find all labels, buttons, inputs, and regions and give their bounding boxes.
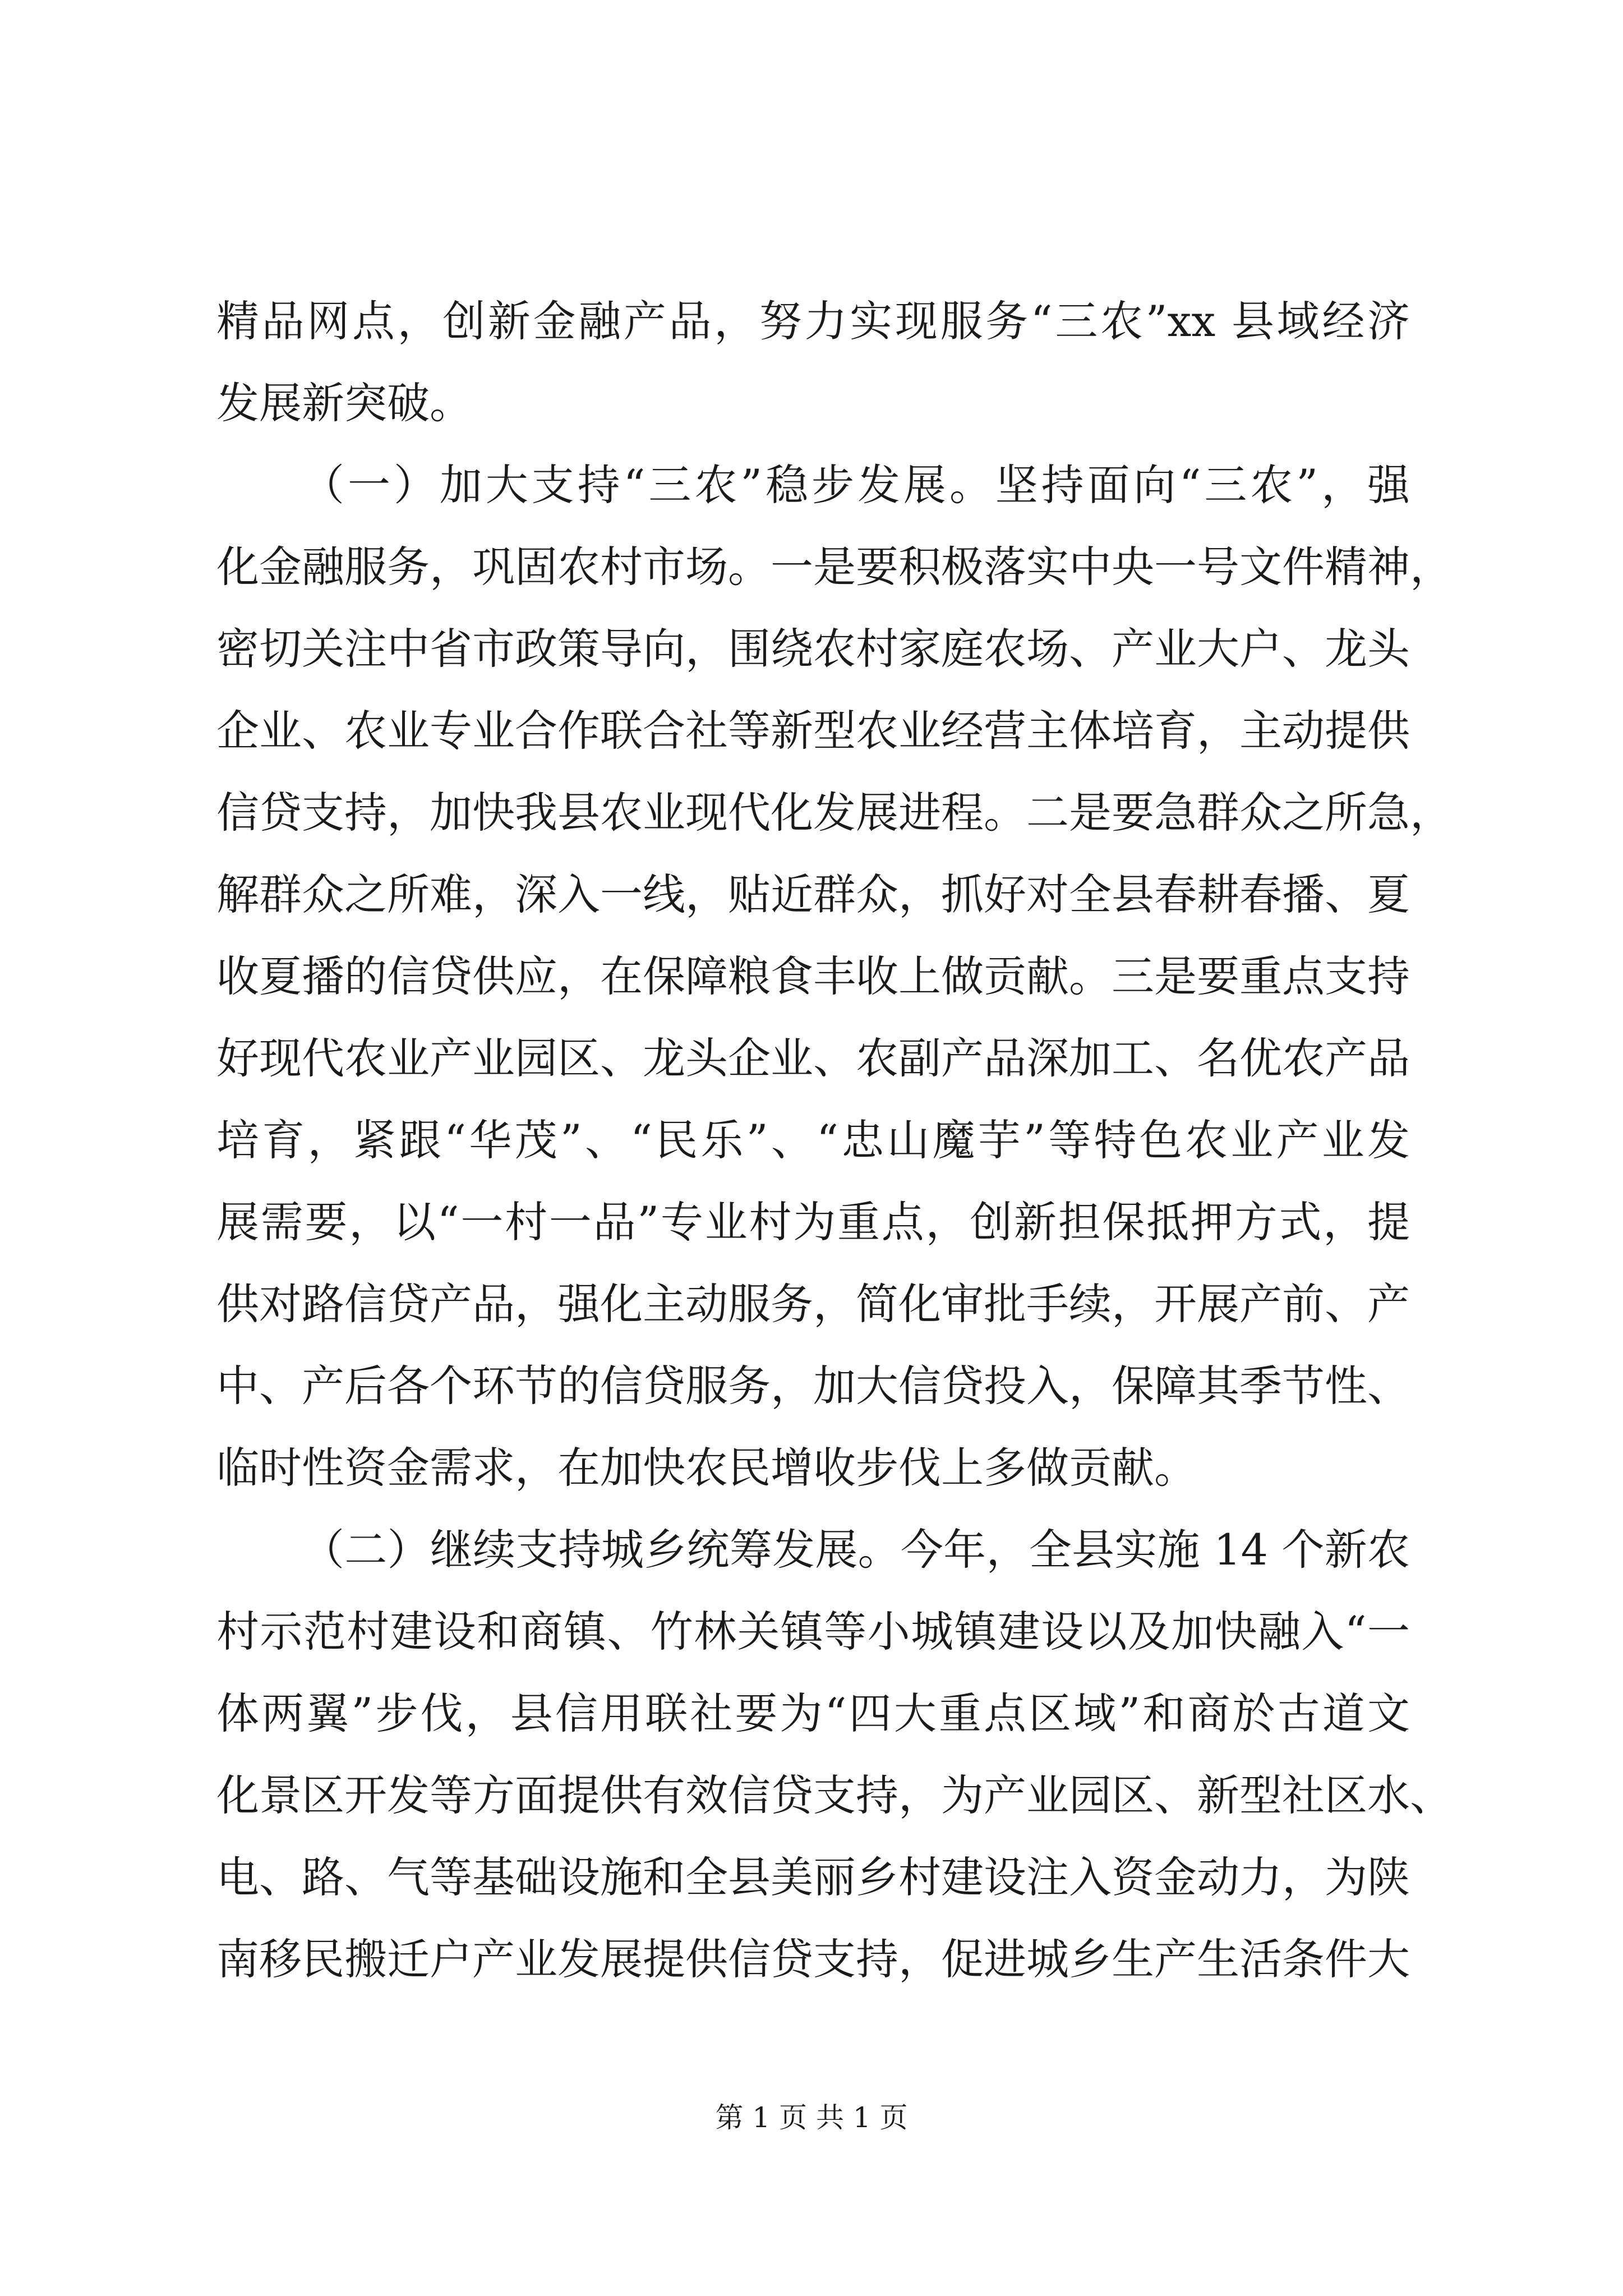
text-line: 精品网点，创新金融产品，努力实现服务“三农”xx 县域经济 bbox=[216, 296, 1410, 346]
text-line: 解群众之所难，深入一线，贴近群众，抓好对全县春耕春播、夏 bbox=[216, 869, 1410, 919]
page-number: 第 1 页 共 1 页 bbox=[715, 2101, 908, 2134]
paragraph-first-line: （一）加大支持“三农”稳步发展。坚持面向“三农”，强 bbox=[302, 460, 1410, 510]
text-line: 密切关注中省市政策导向，围绕农村家庭农场、产业大户、龙头 bbox=[216, 624, 1410, 674]
text-line: 村示范村建设和商镇、竹林关镇等小城镇建设以及加快融入“一 bbox=[216, 1607, 1410, 1657]
text-line: 电、路、气等基础设施和全县美丽乡村建设注入资金动力，为陕 bbox=[216, 1852, 1410, 1902]
page-footer bbox=[0, 2098, 1623, 2137]
text-line: 企业、农业专业合作联合社等新型农业经营主体培育，主动提供 bbox=[216, 706, 1410, 756]
text-line: 信贷支持，加快我县农业现代化发展进程。二是要急群众之所急， bbox=[216, 788, 1453, 838]
text-line: 体两翼”步伐，县信用联社要为“四大重点区域”和商於古道文 bbox=[216, 1688, 1410, 1738]
text-line: 展需要，以“一村一品”专业村为重点，创新担保抵押方式，提 bbox=[216, 1197, 1410, 1247]
text-line: 化金融服务，巩固农村市场。一是要积极落实中央一号文件精神， bbox=[216, 542, 1453, 592]
text-line: 临时性资金需求，在加快农民增收步伐上多做贡献。 bbox=[216, 1443, 1197, 1493]
text-line: 发展新突破。 bbox=[216, 378, 472, 428]
text-line: 收夏播的信贷供应，在保障粮食丰收上做贡献。三是要重点支持 bbox=[216, 951, 1410, 1001]
paragraph-first-line: （二）继续支持城乡统筹发展。今年，全县实施 14 个新农 bbox=[302, 1525, 1410, 1575]
text-line: 供对路信贷产品，强化主动服务，简化审批手续，开展产前、产 bbox=[216, 1279, 1410, 1329]
body-text bbox=[216, 280, 1453, 2000]
text-line: 好现代农业产业园区、龙头企业、农副产品深加工、名优农产品 bbox=[216, 1033, 1410, 1083]
text-line: 化景区开发等方面提供有效信贷支持，为产业园区、新型社区水、 bbox=[216, 1770, 1453, 1820]
text-line: 中、产后各个环节的信贷服务，加大信贷投入，保障其季节性、 bbox=[216, 1361, 1410, 1411]
text-line: 南移民搬迁户产业发展提供信贷支持，促进城乡生产生活条件大 bbox=[216, 1934, 1410, 1984]
text-line: 培育，紧跟“华茂”、“民乐”、“忠山魔芋”等特色农业产业发 bbox=[216, 1115, 1410, 1165]
